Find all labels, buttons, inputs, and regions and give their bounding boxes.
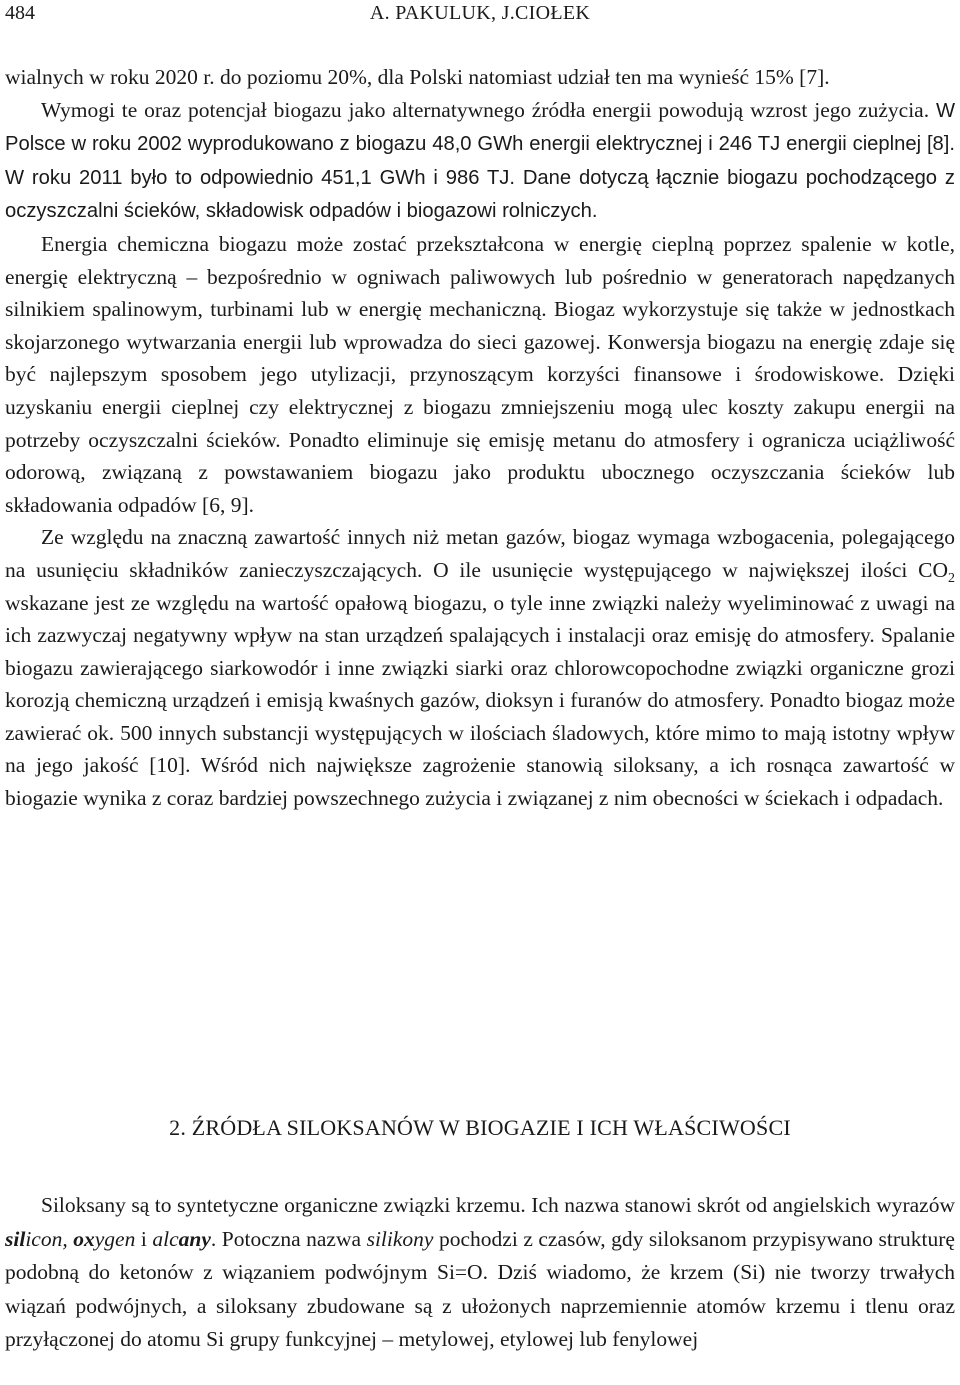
- paragraph-purification-part-2: wskazane jest ze względu na wartość opałową biogazu, o tyle inne związki należy wyeliminować z uwagi na ich zazwyczaj negatywny wpływ na stan urządzeń spalających i instalacji oraz emisję do atmosfery. Spalanie biogazu zawierającego siarkowodór i inne związki siarki oraz chlorowcopochodne związki organiczne grozi korozją chemiczną urządzeń i emisją kwaśnych gazów, dioksyn i furanów do atmosfery. Ponadto biogaz może zawierać ok. 500 innych substancji występujących w ilościach śladowych, które mimo to mają istotny wpływ na jego jakość [10]. Wśród nich największe zagrożenie stanowią siloksany, a ich rosnąca zawartość w biogazie wynika z coraz bardziej powszechnego zużycia i związanej z nim obecności w ściekach i odpadach.: [5, 590, 955, 811]
- word-oxygen-bold: ox: [73, 1226, 95, 1251]
- co2-subscript: 2: [948, 570, 955, 586]
- word-alcany: [152, 1227, 211, 1251]
- paragraph-energy-conversion: Energia chemiczna biogazu może zostać przekształcona w energię cieplną poprzez spalenie w kotle, energię elektryczną – bezpośrednio w ogniwach paliwowych lub pośrednio w generatorach napędzanych silnikiem spalinowym, turbinami lub w energię mechaniczną. Biogaz wykorzystuje się także w jednostkach skojarzonego wytwarzania energii lub wprowadza do sieci gazowej. Konwersja biogazu na energię zdaje się być najlepszym sposobem jego utylizacji, przynoszącym korzyści finansowe i środowiskowe. Dzięki uzyskaniu energii cieplnej czy elektrycznej z biogazu zmniejszeniu mogą ulec koszty zakupu energii na potrzeby oczyszczalni ścieków. Ponadto eliminuje się emisję metanu do atmosfery i ogranicza uciążliwość odorową, związaną z powstawaniem biogazu jako produktu ubocznego oczyszczania ścieków lub składowania odpadów [6, 9].: [5, 231, 955, 517]
- section-body-text: [5, 1189, 955, 1357]
- running-header: [5, 0, 955, 26]
- paragraph-biogas-demand-intro: Wymogi te oraz potencjał biogazu jako alternatywnego źródła energii powodują wzrost jego zużycia.: [41, 97, 930, 122]
- section-heading: 2. ŹRÓDŁA SILOKSANÓW W BIOGAZIE I ICH WŁAŚCIWOŚCI: [169, 1115, 791, 1140]
- word-oxygen-rest: ygen: [94, 1226, 136, 1251]
- word-silicon: [5, 1227, 73, 1251]
- siloxanes-text-part-3: pochodzi z czasów, gdy siloksanom przypisywano strukturę podobną do ketonów z wiązaniem podwójnym Si=O. Dziś wiadomo, że krzem (Si) nie tworzy trwałych wiązań podwójnych, a siloksany zbudowane są z ułożonych naprzemiennie atomów krzemu i tlenu oraz przyłączonej do atomu Si grupy funkcyjnej – metylowej, etylowej lub fenylowej: [5, 1226, 955, 1351]
- paragraph-siloxanes-definition: [5, 1189, 955, 1357]
- word-silicon-rest: icon,: [25, 1226, 74, 1251]
- body-text: [5, 61, 955, 815]
- paragraph-purification-part-1: Ze względu na znaczną zawartość innych niż metan gazów, biogaz wymaga wzbogacenia, polegającego na usunięciu składników zanieczyszczających. O ile usunięcie występującego w największej ilości CO: [5, 525, 955, 582]
- siloxanes-intro-text: Siloksany są to syntetyczne organiczne związki krzemu. Ich nazwa stanowi skrót od angielskich wyrazów: [41, 1193, 955, 1217]
- siloxanes-text-part-2: . Potoczna nazwa: [210, 1226, 367, 1251]
- paragraph-biogas-production-stats: W Polsce w roku 2002 wyprodukowano z biogazu 48,0 GWh energii elektrycznej i 246 TJ energii cieplnej [8]. W roku 2011 było to odpowiednio 451,1 GWh i 986 TJ. Dane dotyczą łącznie biogazu pochodzącego z oczyszczalni ścieków, składowisk odpadów i biogazowi rolniczych.: [5, 99, 956, 223]
- running-header-authors: A. PAKULUK, J.CIOŁEK: [369, 2, 591, 24]
- word-alcany-bold: any: [178, 1226, 211, 1251]
- paragraph-biogas-demand: [5, 94, 955, 228]
- word-oxygen: [73, 1227, 135, 1251]
- paragraph-biogas-purification: [5, 521, 955, 814]
- page-number: 484: [5, 2, 35, 24]
- word-silicon-bold: sil: [5, 1226, 26, 1251]
- word-alcany-rest: alc: [152, 1226, 179, 1251]
- word-silikony: silikony: [366, 1226, 434, 1251]
- conjunction-i: i: [135, 1226, 153, 1251]
- paragraph-continued: wialnych w roku 2020 r. do poziomu 20%, dla Polski natomiast udział ten ma wynieść 15% [7].: [5, 65, 830, 89]
